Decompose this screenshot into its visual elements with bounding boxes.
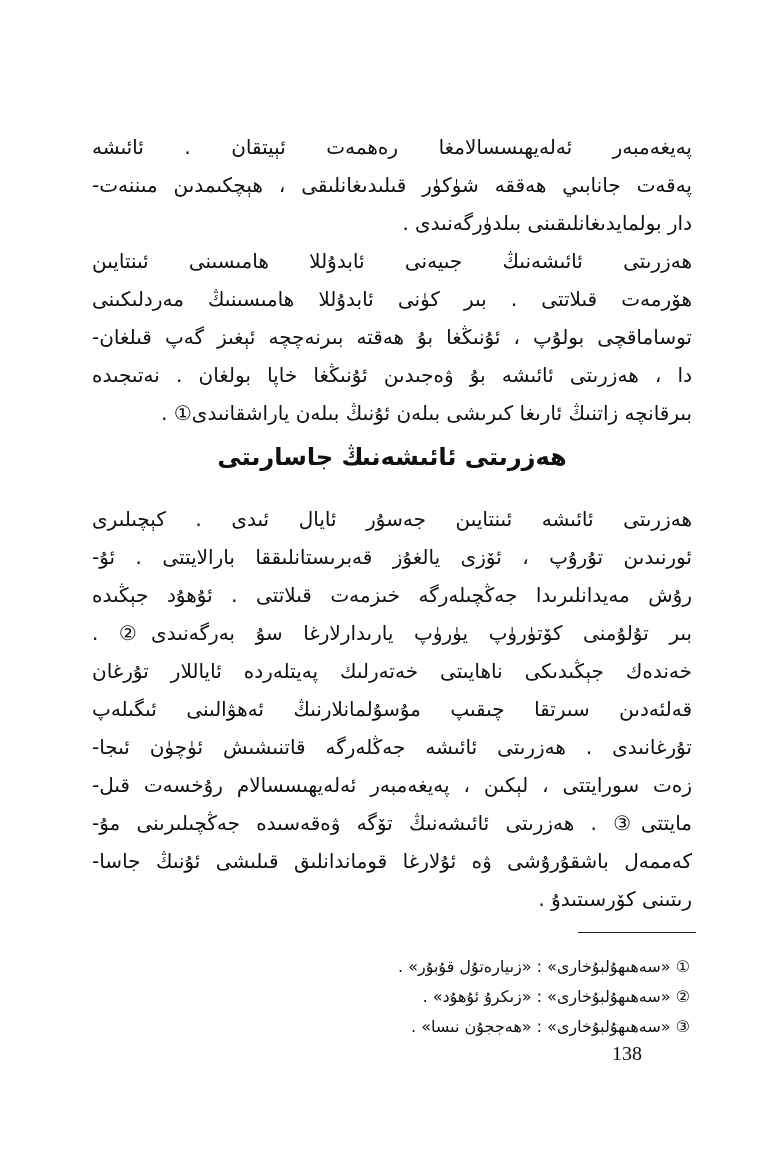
text-line: مايتتى③ . ھەزرىتى ئائىشەنىڭ تۆگە ۋەقەسىدە جەڭچىلىرىنى مۇ- bbox=[92, 811, 692, 835]
text-line: بىر تۇلۇمنى كۆتۈرۈپ يۈرۈپ يارىدارلارغا سۇ بەرگەنىدى② . bbox=[92, 621, 692, 645]
text-line: پەقەت جانابىي ھەققە شۈكۈر قىلىدىغانلىقى ، ھېچكىمدىن مىننەت- bbox=[92, 173, 692, 197]
text-line: بىرقانچە زاتنىڭ ئارىغا كىرىشى بىلەن ئۇنىڭ بىلەن ياراشقانىدى① . bbox=[161, 401, 692, 425]
text-line: ھەزرىتى ئائىشەنىڭ جىيەنى ئابدۇللا ھامىسىنى ئىنتايىن bbox=[92, 249, 692, 273]
text-line: دا ، ھەزرىتى ئائىشە بۇ ۋەجىدىن ئۇنىڭغا خاپا بولغان . نەتىجىدە bbox=[92, 363, 692, 387]
text-line: ئورنىدىن تۇرۇپ ، ئۆزى يالغۇز قەبرىستانلىققا بارالايتتى . ئۇ- bbox=[92, 545, 692, 569]
text-line: قەلئەدىن سىرتقا چىقىپ مۇسۇلمانلارنىڭ ئەھۋالىنى ئىگىلەپ bbox=[92, 697, 692, 721]
section-heading: ھەزرىتى ئائىشەنىڭ جاسارىتى bbox=[217, 443, 567, 471]
page-number: 138 bbox=[612, 1043, 642, 1065]
text-line: رۇش مەيدانلىرىدا جەڭچىلەرگە خىزمەت قىلاتتى . ئۇھۇد جېڭىدە bbox=[92, 583, 692, 607]
footnote: ① «سەھىھۇلبۇخارى» : «زىيارەتۇل قۇبۇر» . bbox=[398, 957, 690, 976]
footnote-divider bbox=[578, 932, 696, 933]
text-line: رىتىنى كۆرسىتىدۇ . bbox=[538, 887, 692, 911]
text-line: توساماقچى بولۇپ ، ئۇنىڭغا بۇ ھەقتە بىرنەچچە ئېغىز گەپ قىلغان- bbox=[92, 325, 692, 349]
text-line: تۇرغانىدى . ھەزرىتى ئائىشە جەڭلەرگە قاتنىشىش ئۈچۈن ئىجا- bbox=[92, 735, 692, 759]
text-line: كەممەل باشقۇرۇشى ۋە ئۇلارغا قوماندانلىق قىلىشى ئۇنىڭ جاسا- bbox=[92, 849, 692, 873]
footnote: ② «سەھىھۇلبۇخارى» : «زىكرۇ ئۇھۇد» . bbox=[422, 987, 690, 1006]
footnote: ③ «سەھىھۇلبۇخارى» : «ھەججۇن نىسا» . bbox=[411, 1017, 690, 1036]
text-line: خەندەك جېڭىدىكى ناھايىتى خەتەرلىك پەيتلەردە ئاياللار تۇرغان bbox=[92, 659, 692, 683]
text-line: ھەزرىتى ئائىشە ئىنتايىن جەسۇر ئايال ئىدى . كېچىلىرى bbox=[92, 507, 692, 531]
paragraph-2 bbox=[92, 500, 692, 918]
text-line: زەت سورايتتى ، لېكىن ، پەيغەمبەر ئەلەيھىسسالام رۇخسەت قىل- bbox=[92, 773, 692, 797]
footnotes bbox=[280, 952, 690, 1042]
text-line: دار بولمايدىغانلىقىنى بىلدۈرگەنىدى . bbox=[402, 211, 692, 235]
paragraph-1 bbox=[92, 128, 692, 432]
text-line: پەيغەمبەر ئەلەيھىسسالامغا رەھمەت ئېيتقان . ئائىشە bbox=[92, 135, 692, 159]
text-line: ھۆرمەت قىلاتتى . بىر كۈنى ئابدۇللا ھامىسىنىڭ مەردلىكىنى bbox=[92, 287, 692, 311]
